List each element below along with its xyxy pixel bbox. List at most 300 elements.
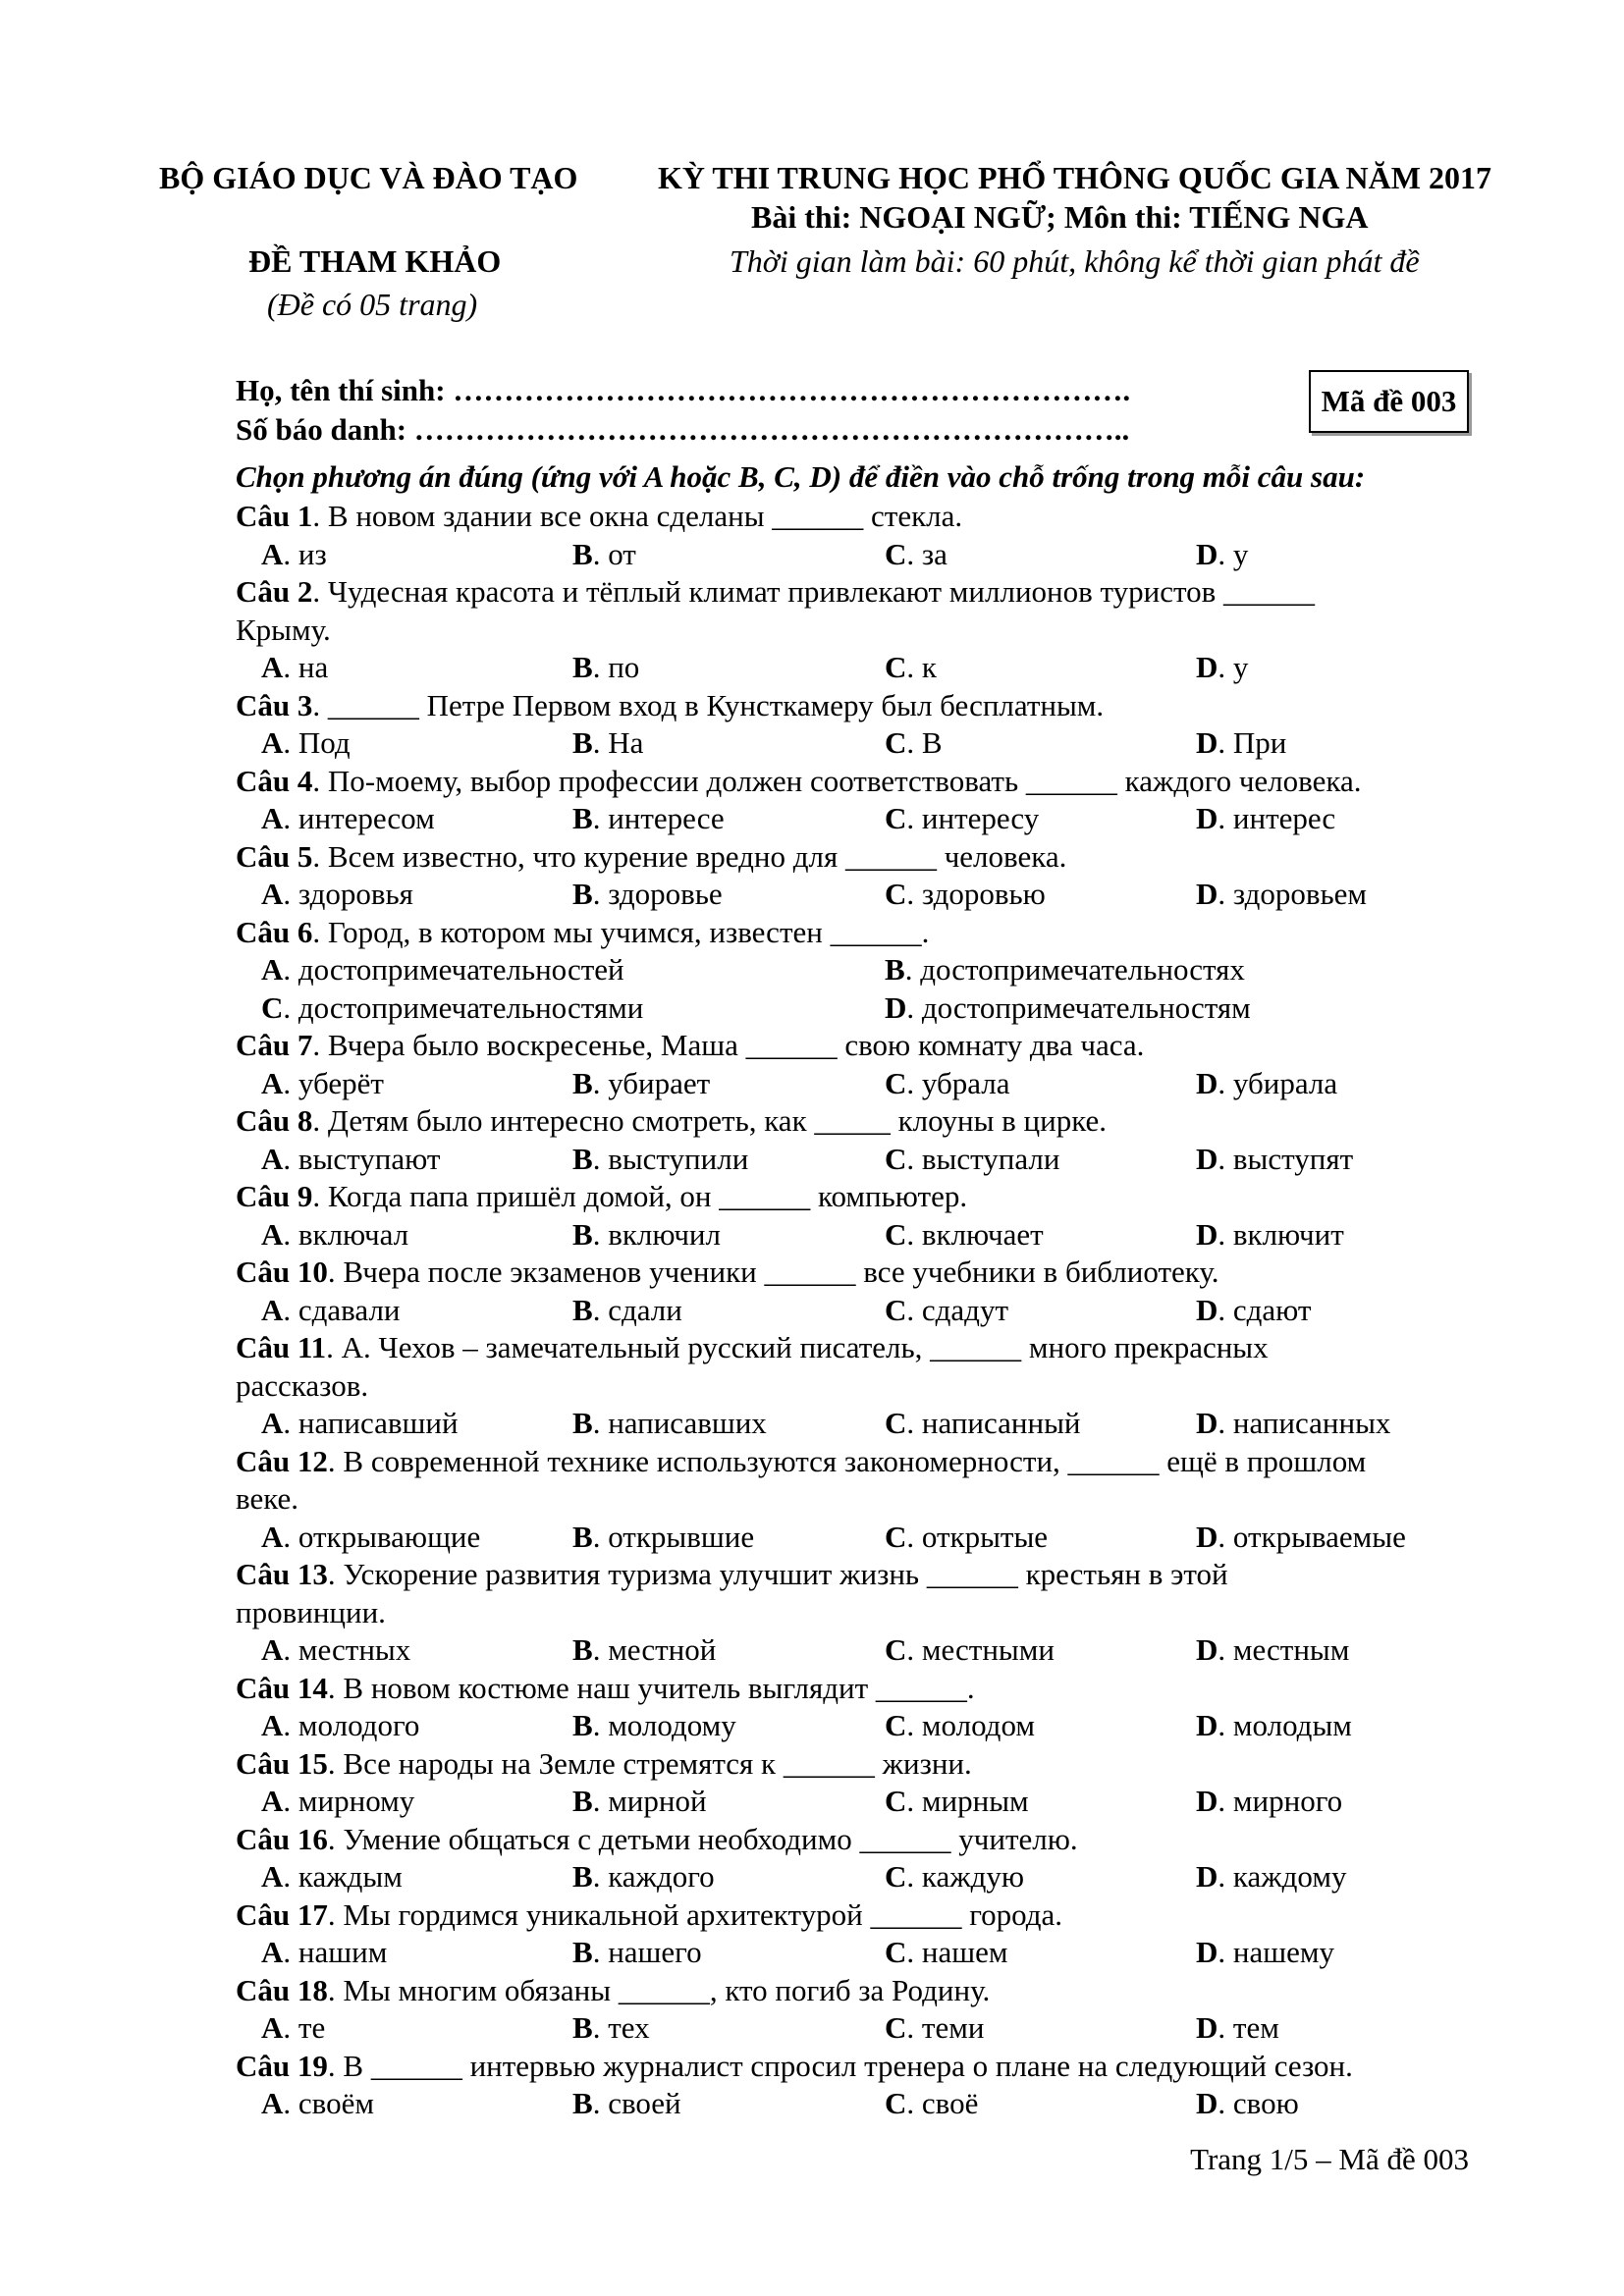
question-number: Câu 17: [236, 1896, 328, 1932]
option-a[interactable]: A. выступают: [261, 1141, 441, 1176]
option-c[interactable]: C. молодом: [885, 1708, 1035, 1742]
option-text: каждую: [921, 1859, 1025, 1894]
question-text: . Ускорение развития туризма улучшит жизнь ______ крестьян в этой: [327, 1557, 1228, 1591]
question-line: [236, 1745, 1512, 1784]
option-text: молодом: [921, 1708, 1035, 1742]
option-text: местных: [298, 1632, 411, 1667]
option-c[interactable]: C. написанный: [885, 1406, 1081, 1440]
option-d[interactable]: D. нашему: [1196, 1935, 1334, 1969]
question-line: [236, 1178, 1512, 1216]
question-number: Câu 14: [236, 1670, 328, 1705]
option-letter: B: [572, 1065, 593, 1100]
option-b[interactable]: B. нашего: [572, 1935, 702, 1969]
question-text-continued: веке.: [236, 1481, 299, 1516]
option-d[interactable]: D. включит: [1196, 1216, 1344, 1252]
question-number: Câu 9: [236, 1179, 313, 1213]
option-a[interactable]: A. уберёт: [261, 1065, 384, 1100]
option-text: к: [921, 650, 937, 684]
option-a[interactable]: A. местных: [261, 1632, 411, 1667]
option-text: молодым: [1232, 1708, 1352, 1742]
option-text: выступят: [1232, 1141, 1354, 1176]
question-line: [236, 498, 1512, 536]
option-b[interactable]: B. молодому: [572, 1708, 736, 1742]
option-c[interactable]: C. своё: [885, 2086, 979, 2120]
option-text: интересе: [608, 801, 725, 835]
option-a[interactable]: A. открывающие: [261, 1519, 481, 1554]
option-letter: A: [261, 1141, 284, 1176]
option-text: убрала: [921, 1065, 1010, 1100]
question-number: Câu 5: [236, 838, 313, 874]
question-number: Câu 1: [236, 499, 313, 533]
option-letter: B: [572, 1859, 593, 1894]
option-c[interactable]: C. за: [885, 536, 947, 571]
option-text: здоровье: [608, 877, 723, 911]
question-number: Câu 7: [236, 1028, 313, 1062]
candidate-name-field: Họ, tên thí sinh: ………………………………………………………….: [236, 373, 1131, 407]
option-c[interactable]: C. убрала: [885, 1065, 1010, 1100]
options-row: [236, 2009, 1512, 2048]
option-letter: A: [261, 877, 284, 911]
option-text: здоровью: [921, 877, 1046, 911]
option-b[interactable]: B. На: [572, 725, 644, 760]
options-row: [236, 1405, 1512, 1443]
options-row: [236, 876, 1512, 914]
option-letter: B: [572, 801, 593, 835]
options-row: [236, 724, 1512, 763]
options-row: [236, 2085, 1512, 2123]
option-letter: A: [261, 650, 284, 684]
option-text: убирает: [608, 1065, 711, 1100]
question-text: . Мы многим обязаны ______, кто погиб за Родину.: [327, 1972, 991, 2007]
option-letter: D: [1196, 1519, 1218, 1554]
option-text: достопримечательностях: [920, 952, 1245, 987]
option-letter: D: [1196, 1292, 1218, 1327]
option-letter: C: [885, 1141, 907, 1176]
option-text: сдадут: [921, 1292, 1009, 1327]
option-letter: B: [572, 2010, 593, 2045]
option-letter: C: [885, 1708, 907, 1742]
option-a[interactable]: A. написавший: [261, 1406, 459, 1440]
option-text: здоровьем: [1232, 877, 1367, 911]
option-d[interactable]: D. свою: [1196, 2086, 1299, 2120]
option-text: выступают: [298, 1141, 441, 1176]
option-letter: A: [261, 1406, 284, 1440]
option-letter: B: [572, 1708, 593, 1742]
option-letter: C: [885, 1935, 907, 1969]
option-letter: D: [1196, 2086, 1218, 2120]
option-letter: A: [261, 2086, 284, 2120]
option-b[interactable]: B. сдали: [572, 1292, 682, 1327]
question-text-continued: провинции.: [236, 1594, 386, 1629]
question-number: Câu 16: [236, 1821, 328, 1856]
option-c[interactable]: C. нашем: [885, 1935, 1008, 1969]
option-c[interactable]: C. выступали: [885, 1141, 1060, 1176]
option-text: каждому: [1232, 1859, 1347, 1894]
option-a[interactable]: A. те: [261, 2010, 326, 2045]
option-text: те: [298, 2010, 326, 2045]
option-a[interactable]: A. из: [261, 536, 327, 571]
option-text: от: [608, 536, 636, 571]
option-text: каждого: [608, 1859, 715, 1894]
option-text: за: [921, 536, 947, 571]
option-d[interactable]: D. написанных: [1196, 1406, 1391, 1440]
option-letter: D: [1196, 1216, 1218, 1252]
option-letter: C: [885, 801, 907, 835]
option-letter: C: [885, 725, 907, 760]
question-number: Câu 2: [236, 574, 313, 609]
ministry-title: BỘ GIÁO DỤC VÀ ĐÀO TẠO: [159, 160, 578, 195]
option-letter: D: [1196, 1935, 1218, 1969]
question-line: [236, 2048, 1512, 2086]
question-line: [236, 1443, 1512, 1481]
instruction: Chọn phương án đúng (ứng với A hoặc B, C, D) để điền vào chỗ trống trong mỗi câu sau:: [236, 459, 1366, 494]
question-number: Câu 10: [236, 1255, 328, 1289]
option-letter: D: [1196, 650, 1218, 684]
options-row: [236, 536, 1512, 574]
option-letter: D: [1196, 1859, 1218, 1894]
question-text: . Вчера было воскресенье, Маша ______ свою комнату два часа.: [312, 1028, 1145, 1062]
option-letter: B: [572, 650, 593, 684]
option-letter: C: [885, 1406, 907, 1440]
option-letter: B: [572, 2086, 593, 2120]
question-number: Câu 15: [236, 1745, 328, 1781]
option-letter: B: [572, 1216, 593, 1252]
question-text: . Город, в котором мы учимся, известен ______.: [312, 914, 930, 949]
option-letter: B: [572, 1406, 593, 1440]
question-line: [236, 1972, 1512, 2010]
option-d[interactable]: D. молодым: [1196, 1708, 1352, 1742]
question-line: [236, 1254, 1512, 1292]
option-text: открытые: [921, 1519, 1049, 1554]
question-list: [236, 498, 1512, 2123]
option-text: нашим: [298, 1935, 388, 1969]
option-d[interactable]: D. открываемые: [1196, 1519, 1406, 1554]
option-text: своей: [608, 2086, 681, 2120]
question-text: . Детям было интересно смотреть, как _____ клоуны в цирке.: [312, 1103, 1108, 1138]
option-c[interactable]: C. теми: [885, 2010, 985, 2045]
page-count: (Đề có 05 trang): [267, 287, 478, 322]
option-letter: A: [261, 725, 284, 760]
option-c[interactable]: C. включает: [885, 1216, 1044, 1252]
option-text: своё: [921, 2086, 979, 2120]
option-text: написавших: [608, 1406, 767, 1440]
reference-label: ĐỀ THAM KHẢO: [248, 243, 502, 279]
option-c[interactable]: C. достопримечательностями: [261, 989, 644, 1025]
option-letter: D: [1196, 1141, 1218, 1176]
question-line: [236, 1670, 1512, 1708]
option-text: уберёт: [298, 1065, 384, 1100]
option-text: мирной: [608, 1784, 707, 1818]
option-text: сдавали: [298, 1292, 401, 1327]
option-a[interactable]: A. молодого: [261, 1708, 420, 1742]
option-text: мирного: [1232, 1784, 1343, 1818]
option-a[interactable]: A. здоровья: [261, 877, 413, 911]
option-c[interactable]: C. сдадут: [885, 1292, 1009, 1327]
question-number: Câu 11: [236, 1330, 327, 1364]
question-text: . Мы гордимся уникальной архитектурой ______ города.: [327, 1896, 1063, 1932]
option-text: мирному: [298, 1784, 415, 1818]
option-a[interactable]: A. нашим: [261, 1935, 388, 1969]
option-a[interactable]: A. интересом: [261, 801, 435, 835]
option-text: местным: [1232, 1632, 1350, 1667]
option-d[interactable]: D. мирного: [1196, 1784, 1343, 1818]
option-letter: D: [1196, 801, 1218, 835]
page-footer: Trang 1/5 – Mã đề 003: [1190, 2142, 1469, 2176]
question-text: . В современной технике используются закономерности, ______ ещё в прошлом: [327, 1443, 1367, 1478]
option-c[interactable]: C. интересу: [885, 801, 1040, 835]
option-letter: B: [572, 725, 593, 760]
option-c[interactable]: C. к: [885, 650, 937, 684]
option-a[interactable]: A. Под: [261, 725, 351, 760]
option-text: сдали: [608, 1292, 682, 1327]
option-a[interactable]: A. достопримечательностей: [261, 952, 624, 987]
option-b[interactable]: B. здоровье: [572, 877, 723, 911]
option-c[interactable]: C. В: [885, 725, 943, 760]
option-d[interactable]: D. тем: [1196, 2010, 1279, 2045]
candidate-id-field: Số báo danh: ……………………………………………………………..: [236, 412, 1130, 447]
option-d[interactable]: D. у: [1196, 650, 1249, 684]
option-text: у: [1232, 536, 1249, 571]
option-letter: B: [572, 1935, 593, 1969]
option-text: В: [921, 725, 943, 760]
option-text: местной: [608, 1632, 717, 1667]
option-letter: C: [885, 1784, 907, 1818]
question-text: . В новом костюме наш учитель выглядит ______.: [327, 1670, 975, 1705]
option-d[interactable]: D. интерес: [1196, 801, 1336, 835]
option-letter: A: [261, 1784, 284, 1818]
options-row: [236, 1707, 1512, 1745]
option-b[interactable]: B. от: [572, 536, 636, 571]
question-line: [236, 1556, 1512, 1594]
option-d[interactable]: D. выступят: [1196, 1141, 1354, 1176]
question-text: . Умение общаться с детьми необходимо ______ учителю.: [327, 1821, 1078, 1856]
options-row: [236, 1216, 1512, 1255]
option-letter: A: [261, 1292, 284, 1327]
options-row: [236, 951, 1512, 989]
question-line: [236, 1027, 1512, 1065]
exam-time: Thời gian làm bài: 60 phút, không kể thời gian phát đề: [730, 243, 1420, 279]
option-b[interactable]: B. открывшие: [572, 1519, 755, 1554]
question-number: Câu 6: [236, 914, 313, 949]
option-letter: A: [261, 1935, 284, 1969]
question-text: . По-моему, выбор профессии должен соответствовать ______ каждого человека.: [312, 763, 1362, 798]
option-letter: A: [261, 1859, 284, 1894]
options-row: [236, 989, 1512, 1028]
option-letter: B: [572, 1632, 593, 1667]
question-number: Câu 8: [236, 1103, 313, 1138]
option-c[interactable]: C. здоровью: [885, 877, 1046, 911]
option-letter: C: [885, 2086, 907, 2120]
options-row: [236, 1858, 1512, 1896]
option-text: интерес: [1232, 801, 1336, 835]
exam-subject: Bài thi: NGOẠI NGỮ; Môn thi: TIẾNG NGA: [751, 199, 1369, 235]
option-letter: D: [1196, 725, 1218, 760]
option-letter: B: [572, 536, 593, 571]
option-a[interactable]: A. включал: [261, 1216, 409, 1252]
option-text: нашем: [921, 1935, 1008, 1969]
option-text: убирала: [1232, 1065, 1338, 1100]
option-a[interactable]: A. на: [261, 650, 329, 684]
option-text: При: [1232, 725, 1287, 760]
option-letter: C: [885, 1292, 907, 1327]
option-b[interactable]: B. выступили: [572, 1141, 749, 1176]
option-text: местными: [921, 1632, 1055, 1667]
question-number: Câu 3: [236, 687, 313, 722]
option-b[interactable]: B. достопримечательностях: [885, 952, 1245, 987]
option-text: включает: [921, 1216, 1044, 1252]
option-d[interactable]: D. убирала: [1196, 1065, 1338, 1100]
option-a[interactable]: A. сдавали: [261, 1292, 401, 1327]
option-letter: A: [261, 1708, 284, 1742]
option-a[interactable]: A. мирному: [261, 1784, 415, 1818]
question-text-continued: рассказов.: [236, 1367, 369, 1403]
question-number: Câu 18: [236, 1972, 328, 2007]
option-letter: C: [885, 2010, 907, 2045]
option-text: выступали: [921, 1141, 1060, 1176]
option-letter: D: [1196, 2010, 1218, 2045]
options-row: [236, 800, 1512, 838]
option-b[interactable]: B. по: [572, 650, 640, 684]
option-text: у: [1232, 650, 1249, 684]
option-letter: C: [885, 877, 907, 911]
option-letter: A: [261, 536, 284, 571]
option-text: написанный: [921, 1406, 1081, 1440]
option-text: мирным: [921, 1784, 1029, 1818]
question-text-continued: Крыму.: [236, 612, 331, 647]
option-letter: C: [261, 989, 284, 1025]
option-text: тех: [608, 2010, 650, 2045]
option-letter: D: [1196, 1632, 1218, 1667]
option-letter: D: [1196, 1708, 1218, 1742]
option-text: выступили: [608, 1141, 749, 1176]
option-letter: A: [261, 1519, 284, 1554]
option-text: включит: [1232, 1216, 1344, 1252]
options-row: [236, 1292, 1512, 1330]
options-row: [236, 1141, 1512, 1179]
option-letter: A: [261, 2010, 284, 2045]
option-d[interactable]: D. При: [1196, 725, 1287, 760]
options-row: [236, 1065, 1512, 1103]
option-text: каждым: [298, 1859, 403, 1894]
option-letter: C: [885, 1065, 907, 1100]
option-letter: B: [572, 1519, 593, 1554]
question-line: [236, 914, 1512, 952]
question-text: . А. Чехов – замечательный русский писатель, ______ много прекрасных: [326, 1330, 1269, 1364]
exam-code-box: Mã đề 003: [1309, 370, 1469, 433]
exam-title: KỲ THI TRUNG HỌC PHỔ THÔNG QUỐC GIA NĂM 2017: [658, 160, 1491, 195]
options-row: [236, 1934, 1512, 1972]
option-letter: A: [261, 1632, 284, 1667]
option-text: молодому: [608, 1708, 736, 1742]
question-text: . В ______ интервью журналист спросил тренера о плане на следующий сезон.: [327, 2048, 1353, 2083]
question-text: . В новом здании все окна сделаны ______ стекла.: [312, 499, 963, 533]
question-number: Câu 19: [236, 2048, 328, 2083]
option-text: включал: [298, 1216, 409, 1252]
option-letter: C: [885, 1859, 907, 1894]
option-letter: A: [261, 952, 284, 987]
option-d[interactable]: D. у: [1196, 536, 1249, 571]
option-b[interactable]: B. убирает: [572, 1065, 711, 1100]
option-a[interactable]: A. своём: [261, 2086, 374, 2120]
option-letter: B: [885, 952, 905, 987]
option-text: своём: [298, 2086, 374, 2120]
option-letter: A: [261, 1065, 284, 1100]
option-letter: D: [1196, 536, 1218, 571]
question-line: [236, 687, 1512, 725]
option-text: нашего: [608, 1935, 702, 1969]
option-letter: B: [572, 877, 593, 911]
option-b[interactable]: B. написавших: [572, 1406, 767, 1440]
option-c[interactable]: C. открытые: [885, 1519, 1049, 1554]
question-text: . Чудесная красота и тёплый климат привлекают миллионов туристов ______: [312, 574, 1316, 609]
option-text: на: [298, 650, 329, 684]
question-number: Câu 4: [236, 763, 313, 798]
option-letter: C: [885, 1216, 907, 1252]
question-line: [236, 573, 1512, 612]
option-b[interactable]: B. мирной: [572, 1784, 707, 1818]
option-letter: C: [885, 1519, 907, 1554]
option-text: интересом: [298, 801, 435, 835]
option-text: из: [298, 536, 327, 571]
options-row: [236, 1519, 1512, 1557]
option-b[interactable]: B. каждого: [572, 1859, 715, 1894]
question-text: . Все народы на Земле стремятся к ______ жизни.: [327, 1745, 972, 1781]
option-b[interactable]: B. местной: [572, 1632, 717, 1667]
option-letter: B: [572, 1141, 593, 1176]
option-text: открывшие: [608, 1519, 755, 1554]
option-letter: C: [885, 650, 907, 684]
options-row: [236, 1783, 1512, 1821]
option-d[interactable]: D. местным: [1196, 1632, 1350, 1667]
option-b[interactable]: B. включил: [572, 1216, 721, 1252]
option-d[interactable]: D. сдают: [1196, 1292, 1312, 1327]
question-number: Câu 13: [236, 1557, 328, 1591]
option-text: молодого: [298, 1708, 420, 1742]
option-letter: B: [572, 1292, 593, 1327]
option-letter: D: [1196, 1406, 1218, 1440]
options-row: [236, 649, 1512, 687]
option-text: открывающие: [298, 1519, 481, 1554]
question-text: . Вчера после экзаменов ученики ______ все учебники в библиотеку.: [327, 1255, 1219, 1289]
option-letter: C: [885, 536, 907, 571]
option-d[interactable]: D. здоровьем: [1196, 877, 1367, 911]
question-line: [236, 838, 1512, 877]
option-b[interactable]: B. интересе: [572, 801, 725, 835]
option-d[interactable]: D. достопримечательностям: [885, 989, 1251, 1025]
option-letter: D: [1196, 877, 1218, 911]
option-text: написанных: [1232, 1406, 1391, 1440]
option-c[interactable]: C. каждую: [885, 1859, 1025, 1894]
option-text: На: [608, 725, 644, 760]
option-text: свою: [1232, 2086, 1299, 2120]
option-letter: A: [261, 801, 284, 835]
option-c[interactable]: C. мирным: [885, 1784, 1029, 1818]
option-a[interactable]: A. каждым: [261, 1859, 403, 1894]
option-b[interactable]: B. своей: [572, 2086, 681, 2120]
question-text: . Когда папа пришёл домой, он ______ компьютер.: [312, 1179, 968, 1213]
question-line: [236, 1896, 1512, 1935]
option-letter: A: [261, 1216, 284, 1252]
option-text: достопримечательностям: [921, 989, 1251, 1025]
option-b[interactable]: B. тех: [572, 2010, 650, 2045]
option-text: достопримечательностей: [298, 952, 624, 987]
question-line: [236, 1821, 1512, 1859]
option-d[interactable]: D. каждому: [1196, 1859, 1347, 1894]
question-text: . Всем известно, что курение вредно для ______ человека.: [312, 838, 1067, 874]
option-c[interactable]: C. местными: [885, 1632, 1055, 1667]
option-letter: D: [1196, 1784, 1218, 1818]
option-text: нашему: [1232, 1935, 1334, 1969]
